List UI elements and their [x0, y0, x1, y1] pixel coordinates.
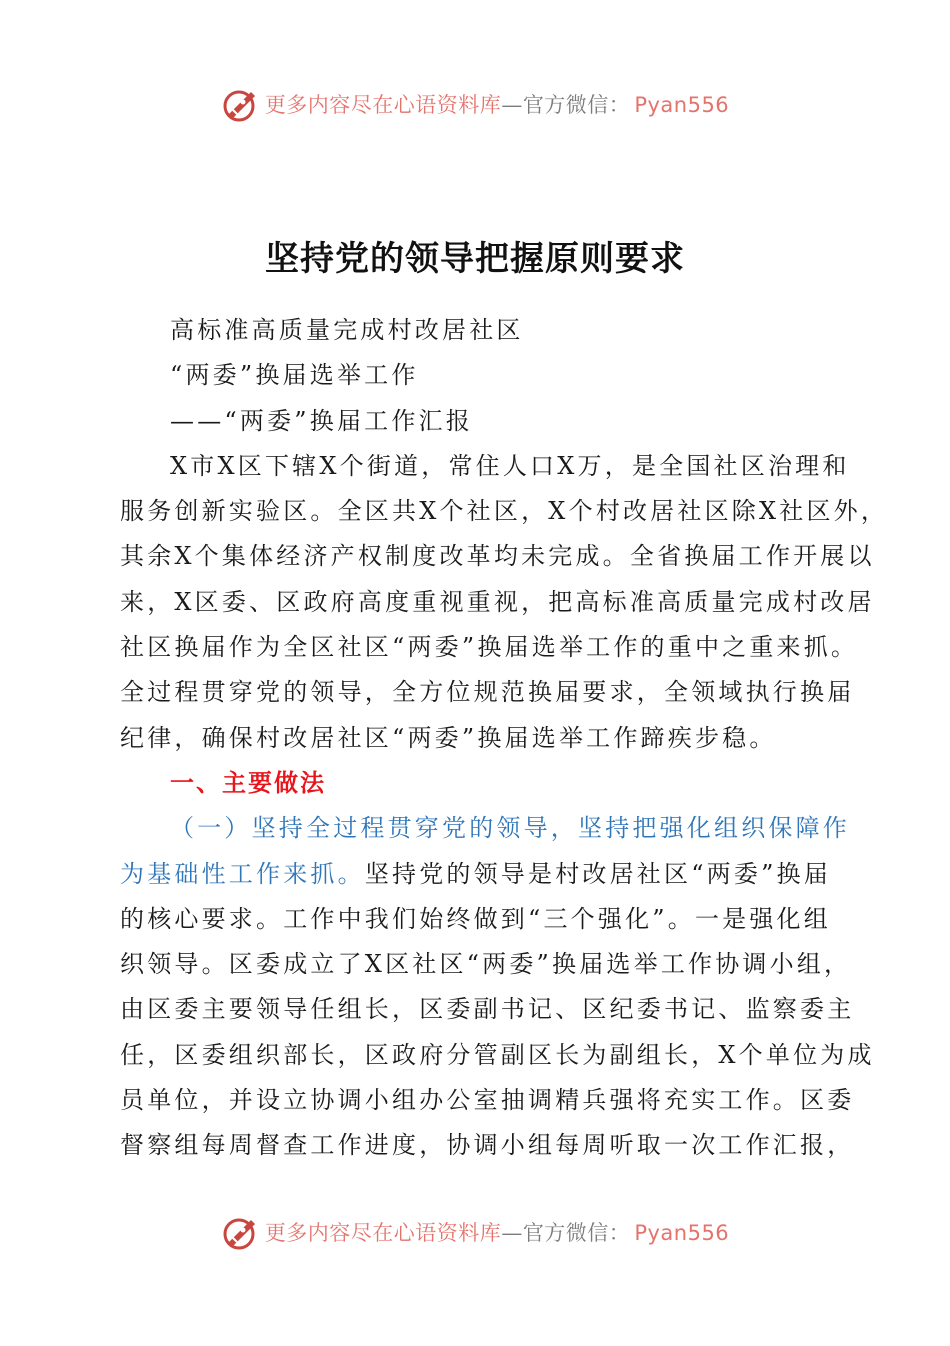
paragraph-line: 纪律，确保村改居社区“两委”换届选举工作蹄疾步稳。: [120, 723, 777, 752]
subsection-heading: （一）坚持全过程贯穿党的领导，坚持把强化组织保障作: [170, 814, 850, 843]
pen-nib-logo-icon: [221, 84, 261, 124]
paragraph-line: 来，X区委、区政府高度重视重视，把高标准高质量完成村改居: [120, 587, 875, 616]
watermark-text: [265, 1217, 729, 1247]
watermark-sub: —官方微信：: [501, 1221, 631, 1245]
pen-nib-logo-icon: [221, 1212, 261, 1252]
watermark-sub: —官方微信：: [501, 93, 631, 117]
paragraph-line: [120, 852, 832, 897]
section-heading: 一、主要做法: [170, 768, 326, 797]
subsection-heading-end: 为基础性工作来抓。: [120, 859, 365, 888]
paragraph-line: 督察组每周督查工作进度，协调小组每周听取一次工作汇报，: [120, 1131, 855, 1160]
watermark-id: Pyan556: [634, 1221, 730, 1245]
paragraph-text: 坚持党的领导是村改居社区“两委”换届: [364, 859, 831, 888]
document-title: 坚持党的领导把握原则要求: [265, 239, 685, 279]
watermark-main: 更多内容尽在心语资料库: [264, 1221, 502, 1245]
subtitle-line: “两委”换届选举工作: [170, 361, 419, 390]
document-body: [120, 308, 889, 1169]
paragraph-line: 由区委主要领导任组长，区委副书记、区纪委书记、监察委主: [120, 995, 855, 1024]
watermark-main: 更多内容尽在心语资料库: [264, 93, 502, 117]
watermark-id: Pyan556: [634, 93, 730, 117]
paragraph-line: 其余X个集体经济产权制度改革均未完成。全省换届工作开展以: [120, 542, 875, 571]
paragraph-line: X市X区下辖X个街道，常住人口X万，是全国社区治理和: [170, 451, 850, 480]
paragraph-line: 任，区委组织部长，区政府分管副区长为副组长，X个单位为成: [120, 1040, 875, 1069]
paragraph-line: 的核心要求。工作中我们始终做到“三个强化”。一是强化组: [120, 904, 831, 933]
paragraph-line: 服务创新实验区。全区共X个社区，X个村改居社区除X社区外，: [120, 497, 889, 526]
watermark-text: [265, 89, 729, 119]
watermark-banner-bottom: [0, 1210, 950, 1254]
paragraph-line: 织领导。区委成立了X区社区“两委”换届选举工作协调小组，: [120, 950, 852, 979]
paragraph-line: 员单位，并设立协调小组办公室抽调精兵强将充实工作。区委: [120, 1086, 855, 1115]
subtitle-line: 高标准高质量完成村改居社区: [170, 316, 524, 344]
subtitle-line: ——“两委”换届工作汇报: [170, 406, 473, 435]
paragraph-line: 全过程贯穿党的领导，全方位规范换届要求，全领域执行换届: [120, 678, 855, 707]
watermark-banner-top: [0, 82, 950, 126]
paragraph-line: 社区换届作为全区社区“两委”换届选举工作的重中之重来抓。: [120, 633, 859, 662]
